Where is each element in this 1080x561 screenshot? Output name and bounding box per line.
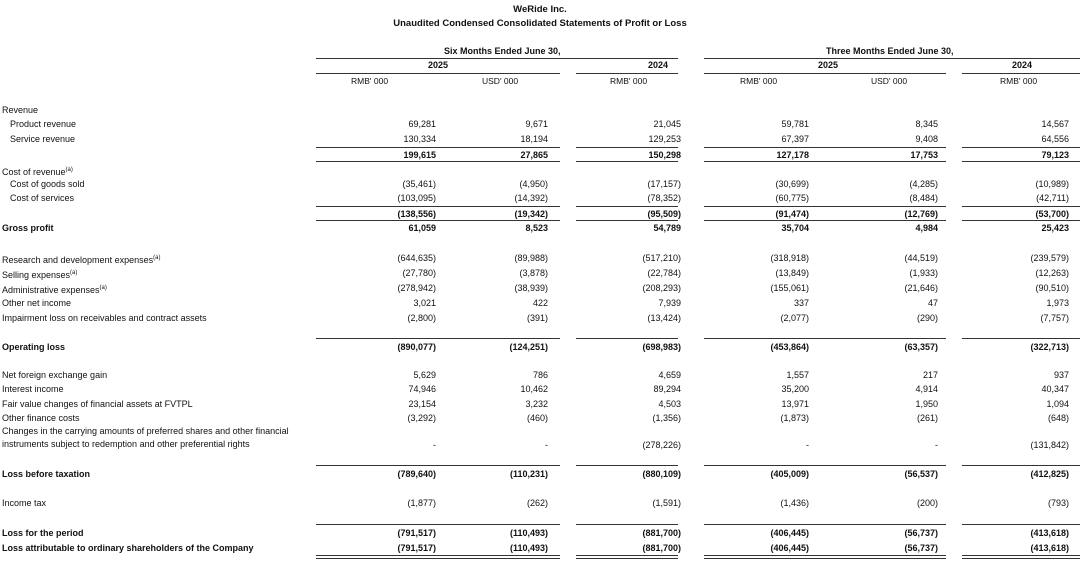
row-value: 13,971 — [781, 399, 809, 409]
footnote-marker: (a) — [153, 255, 161, 261]
row-value: (406,445) — [770, 528, 809, 538]
row-value: (91,474) — [775, 209, 809, 219]
subtotal-rule — [576, 147, 678, 148]
row-value: 129,253 — [648, 134, 681, 144]
row-label — [2, 251, 160, 267]
row-value: (155,061) — [770, 283, 809, 293]
row-label — [2, 526, 84, 540]
subtotal-rule — [962, 161, 1080, 162]
subtotal-rule — [704, 161, 946, 162]
row-value: (44,519) — [904, 253, 938, 263]
row-value: (2,800) — [407, 313, 436, 323]
row-label-text: Research and development expenses — [2, 255, 154, 265]
row-value: 4,984 — [915, 223, 938, 233]
row-value: (12,263) — [1035, 268, 1069, 278]
row-label-text: Net foreign exchange gain — [2, 370, 108, 380]
row-value: (56,737) — [904, 528, 938, 538]
row-value: (881,700) — [642, 528, 681, 538]
subtotal-rule — [704, 220, 946, 221]
row-value: (8,484) — [909, 193, 938, 203]
row-value: 47 — [927, 298, 938, 308]
row-value: (413,618) — [1030, 528, 1069, 538]
row-value: (644,635) — [397, 253, 436, 263]
row-value: (880,109) — [642, 469, 681, 479]
row-value: 7,939 — [658, 298, 681, 308]
row-value: (3,878) — [519, 268, 548, 278]
row-label — [2, 382, 64, 396]
year-underline — [576, 73, 678, 74]
row-value: (1,877) — [407, 498, 436, 508]
statement-row — [0, 426, 1080, 452]
row-label-text: Service revenue — [10, 134, 76, 144]
row-value: 23,154 — [408, 399, 436, 409]
row-label — [10, 117, 76, 131]
row-value: 8,345 — [915, 119, 938, 129]
currency-header: USD' 000 — [871, 76, 908, 86]
row-value: (208,293) — [642, 283, 681, 293]
subtotal-rule — [576, 338, 678, 339]
year-underline — [704, 73, 946, 74]
row-value: (110,493) — [509, 543, 548, 553]
row-value: (791,517) — [397, 528, 436, 538]
row-value: (53,700) — [1035, 209, 1069, 219]
statement-row — [0, 496, 1080, 510]
year-header: 2025 — [817, 60, 838, 70]
row-value: (3,292) — [407, 413, 436, 423]
subtotal-rule — [576, 220, 678, 221]
currency-header: USD' 000 — [482, 76, 519, 86]
row-value: (290) — [916, 313, 938, 323]
subtotal-rule — [316, 338, 560, 339]
row-value: (1,436) — [780, 498, 809, 508]
row-label — [2, 425, 289, 451]
row-value: (90,510) — [1035, 283, 1069, 293]
row-value: (21,646) — [904, 283, 938, 293]
row-value: 3,021 — [413, 298, 436, 308]
statement-row — [0, 311, 1080, 325]
row-value: 130,334 — [403, 134, 436, 144]
row-value: (262) — [526, 498, 548, 508]
subtotal-rule — [316, 161, 560, 162]
statement-row — [0, 397, 1080, 411]
row-label — [10, 177, 85, 191]
row-value: (63,357) — [904, 342, 938, 352]
row-label-text: Loss for the period — [2, 528, 84, 538]
row-value: 35,704 — [781, 223, 809, 233]
row-label-text: Fair value changes of financial assets at FVTPL — [2, 399, 193, 409]
row-value: 3,232 — [525, 399, 548, 409]
row-value: (30,699) — [775, 179, 809, 189]
statement-row — [0, 266, 1080, 280]
row-value: 61,059 — [408, 223, 436, 233]
row-value: 4,503 — [658, 399, 681, 409]
row-value: 786 — [532, 370, 548, 380]
row-value: (453,864) — [770, 342, 809, 352]
row-value: (318,918) — [770, 253, 809, 263]
statement-row — [0, 221, 1080, 235]
row-value: (10,989) — [1035, 179, 1069, 189]
row-value: (1,933) — [909, 268, 938, 278]
row-value: (13,849) — [775, 268, 809, 278]
year-underline — [316, 73, 560, 74]
year-header: 2024 — [647, 60, 668, 70]
row-value: (22,784) — [647, 268, 681, 278]
row-value: 40,347 — [1041, 384, 1069, 394]
row-value: (1,873) — [780, 413, 809, 423]
subtotal-rule — [962, 524, 1080, 525]
row-value: (103,095) — [397, 193, 436, 203]
subtotal-rule — [704, 147, 946, 148]
statement-row — [0, 526, 1080, 540]
total-double-rule — [962, 555, 1080, 559]
subtotal-rule — [704, 524, 946, 525]
row-value: 64,556 — [1041, 134, 1069, 144]
row-label-text: Product revenue — [10, 119, 77, 129]
row-label: Revenue — [2, 105, 39, 115]
footnote-marker: (a) — [65, 167, 73, 173]
row-label — [10, 191, 74, 205]
statement-row — [0, 411, 1080, 425]
row-value: (124,251) — [509, 342, 548, 352]
row-value: (517,210) — [642, 253, 681, 263]
row-value: 1,973 — [1046, 298, 1069, 308]
subtotal-rule — [962, 465, 1080, 466]
row-value: 27,865 — [520, 150, 548, 160]
subtotal-rule — [316, 206, 560, 207]
six-months-header: Six Months Ended June 30, — [444, 46, 561, 56]
currency-header: RMB' 000 — [740, 76, 778, 86]
row-label-text: Cost of services — [10, 193, 75, 203]
row-label: Cost of revenue — [2, 167, 66, 177]
row-value: (698,983) — [642, 342, 681, 352]
subtotal-rule — [704, 206, 946, 207]
currency-header: RMB' 000 — [1000, 76, 1038, 86]
row-value: (460) — [526, 413, 548, 423]
subtotal-rule — [962, 220, 1080, 221]
row-value: (789,640) — [397, 469, 436, 479]
row-value: 59,781 — [781, 119, 809, 129]
total-double-rule — [704, 555, 946, 559]
year-underline — [962, 73, 1080, 74]
row-value: (12,769) — [904, 209, 938, 219]
row-value: (78,352) — [647, 193, 681, 203]
row-label-text: Gross profit — [2, 223, 54, 233]
statement-row — [0, 340, 1080, 354]
row-value: (1,356) — [652, 413, 681, 423]
row-label — [2, 296, 71, 310]
row-label — [2, 221, 54, 235]
row-value: (239,579) — [1030, 253, 1069, 263]
row-label-text: Other net income — [2, 298, 72, 308]
statement-row — [0, 368, 1080, 382]
row-label — [2, 266, 77, 282]
subtotal-rule — [704, 465, 946, 466]
row-value: (35,461) — [402, 179, 436, 189]
row-value: 89,294 — [653, 384, 681, 394]
row-value: (1,591) — [652, 498, 681, 508]
row-value: (890,077) — [397, 342, 436, 352]
row-value: (278,226) — [642, 440, 681, 450]
year-header: 2024 — [1011, 60, 1032, 70]
row-value: (27,780) — [402, 268, 436, 278]
row-value: - — [935, 440, 938, 450]
row-value: 4,914 — [915, 384, 938, 394]
row-value: 217 — [922, 370, 938, 380]
subtotal-rule — [576, 524, 678, 525]
row-value: (95,509) — [647, 209, 681, 219]
row-value: 79,123 — [1041, 150, 1069, 160]
row-value: 150,298 — [648, 150, 681, 160]
subtotal-rule — [316, 524, 560, 525]
currency-header: RMB' 000 — [610, 76, 648, 86]
row-label-line: instruments subject to redemption and other preferential rights — [2, 439, 250, 449]
footnote-marker: (a) — [99, 285, 107, 291]
row-value: 67,397 — [781, 134, 809, 144]
statement-row — [0, 467, 1080, 481]
row-value: (200) — [916, 498, 938, 508]
row-value: (4,285) — [909, 179, 938, 189]
row-value: (261) — [916, 413, 938, 423]
statement-row — [0, 177, 1080, 191]
company-name: WeRide Inc. — [513, 4, 567, 15]
row-value: (322,713) — [1030, 342, 1069, 352]
row-value: (89,988) — [514, 253, 548, 263]
row-value: (791,517) — [397, 543, 436, 553]
row-value: (405,009) — [770, 469, 809, 479]
row-label — [2, 541, 254, 555]
row-label-text: Cost of goods sold — [10, 179, 85, 189]
row-value: (138,556) — [397, 209, 436, 219]
row-value: (413,618) — [1030, 543, 1069, 553]
row-value: (2,077) — [780, 313, 809, 323]
total-double-rule — [576, 555, 678, 559]
row-label-text: Interest income — [2, 384, 64, 394]
row-value: 937 — [1053, 370, 1069, 380]
row-label-text: Selling expenses — [2, 270, 71, 280]
footnote-marker: (a) — [70, 270, 78, 276]
row-value: (648) — [1047, 413, 1069, 423]
period-underline — [316, 58, 678, 59]
subtotal-rule — [962, 338, 1080, 339]
row-label — [10, 132, 75, 146]
row-value: 199,615 — [403, 150, 436, 160]
statement-row — [0, 281, 1080, 295]
row-label — [2, 496, 46, 510]
row-value: (38,939) — [514, 283, 548, 293]
row-value: - — [433, 440, 436, 450]
row-label — [2, 340, 65, 354]
section-header-revenue — [0, 103, 1080, 117]
row-label-text: Loss attributable to ordinary shareholders of the Company — [2, 543, 254, 553]
row-value: (60,775) — [775, 193, 809, 203]
section-header-cost-of-revenue — [0, 163, 1080, 177]
row-label — [2, 368, 107, 382]
row-value: (391) — [526, 313, 548, 323]
row-value: 18,194 — [520, 134, 548, 144]
row-value: 127,178 — [776, 150, 809, 160]
row-value: (56,737) — [904, 543, 938, 553]
subtotal-rule — [316, 465, 560, 466]
row-label — [2, 411, 80, 425]
row-label — [2, 281, 107, 297]
subtotal-rule — [576, 206, 678, 207]
row-value: (42,711) — [1036, 193, 1069, 203]
row-value: 1,557 — [786, 370, 809, 380]
row-label — [2, 397, 193, 411]
row-value: 21,045 — [653, 119, 681, 129]
period-underline — [704, 58, 1080, 59]
subtotal-rule — [316, 220, 560, 221]
subtotal-rule — [316, 147, 560, 148]
row-value: (110,231) — [509, 469, 548, 479]
row-value: 54,789 — [653, 223, 681, 233]
row-value: (278,942) — [397, 283, 436, 293]
subtotal-rule — [962, 147, 1080, 148]
row-value: (13,424) — [647, 313, 681, 323]
subtotal-rule — [576, 465, 678, 466]
statement-row — [0, 251, 1080, 265]
row-value: 17,753 — [910, 150, 938, 160]
statement-row — [0, 382, 1080, 396]
year-header: 2025 — [427, 60, 448, 70]
statement-title: Unaudited Condensed Consolidated Statements of Profit or Loss — [393, 18, 687, 29]
row-label-text: Operating loss — [2, 342, 66, 352]
row-value: - — [806, 440, 809, 450]
row-value: 74,946 — [408, 384, 436, 394]
row-value: (19,342) — [514, 209, 548, 219]
statement-row — [0, 296, 1080, 310]
row-value: (17,157) — [647, 179, 681, 189]
subtotal-rule — [962, 206, 1080, 207]
subtotal-rule — [704, 338, 946, 339]
three-months-header: Three Months Ended June 30, — [826, 46, 954, 56]
statement-row — [0, 148, 1080, 162]
row-value: (56,537) — [904, 469, 938, 479]
row-value: 35,200 — [781, 384, 809, 394]
row-value: 1,094 — [1046, 399, 1069, 409]
subtotal-rule — [576, 161, 678, 162]
row-value: 9,671 — [525, 119, 548, 129]
statement-row — [0, 132, 1080, 146]
row-value: (406,445) — [770, 543, 809, 553]
row-value: 4,659 — [658, 370, 681, 380]
row-value: (110,493) — [509, 528, 548, 538]
row-label-text: Loss before taxation — [2, 469, 91, 479]
row-label — [2, 467, 90, 481]
row-label-text: Other finance costs — [2, 413, 80, 423]
row-label — [2, 311, 207, 325]
statement-row — [0, 541, 1080, 555]
row-label-text: Income tax — [2, 498, 47, 508]
row-value: 9,408 — [915, 134, 938, 144]
currency-header: RMB' 000 — [351, 76, 389, 86]
row-value: (881,700) — [642, 543, 681, 553]
row-value: 8,523 — [525, 223, 548, 233]
row-value: 5,629 — [413, 370, 436, 380]
row-value: 422 — [532, 298, 548, 308]
row-label-text: Impairment loss on receivables and contract assets — [2, 313, 207, 323]
statement-row — [0, 207, 1080, 221]
row-value: (14,392) — [514, 193, 548, 203]
row-value: 69,281 — [408, 119, 436, 129]
row-value: 25,423 — [1041, 223, 1069, 233]
row-value: (4,950) — [519, 179, 548, 189]
row-value: (793) — [1047, 498, 1069, 508]
row-label-text: Administrative expenses — [2, 285, 100, 295]
row-value: 337 — [793, 298, 809, 308]
row-value: 10,462 — [520, 384, 548, 394]
row-value: 1,950 — [915, 399, 938, 409]
row-label-line: Changes in the carrying amounts of preferred shares and other financial — [2, 426, 289, 436]
row-value: 14,567 — [1041, 119, 1069, 129]
total-double-rule — [316, 555, 560, 559]
row-value: (131,842) — [1030, 440, 1069, 450]
row-value: - — [545, 440, 548, 450]
row-value: (412,825) — [1030, 469, 1069, 479]
statement-row — [0, 117, 1080, 131]
statement-row — [0, 191, 1080, 205]
row-value: (7,757) — [1040, 313, 1069, 323]
